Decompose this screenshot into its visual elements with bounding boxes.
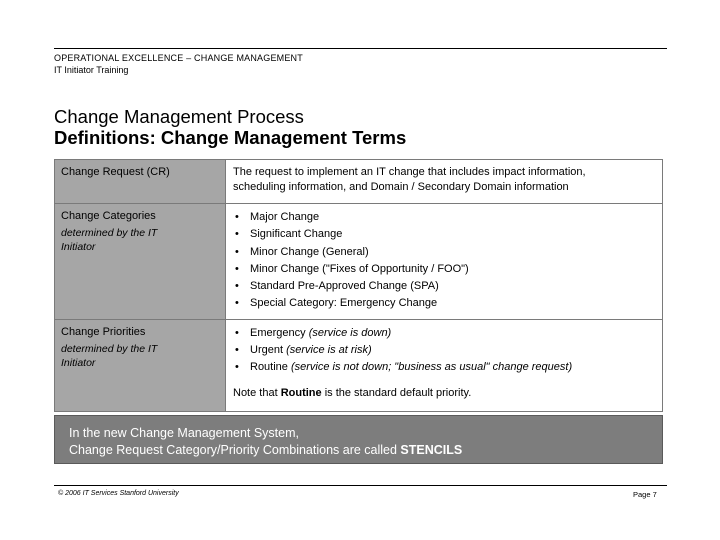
term-note <box>61 226 219 254</box>
term-cell <box>55 160 226 204</box>
term-note-line: Initiator <box>61 241 96 253</box>
note-text-after: is the standard default priority. <box>321 386 472 399</box>
term-note-line: determined by the IT <box>61 342 158 355</box>
bullet-icon: • <box>235 280 239 293</box>
priority-detail: (service is at risk) <box>286 344 372 357</box>
page-title: Change Management Process <box>54 106 304 127</box>
bullet-icon: • <box>235 245 239 258</box>
note-text-before: Note that <box>233 386 281 399</box>
definitions-table <box>54 159 663 412</box>
list-item <box>233 244 656 261</box>
bullet-icon: • <box>235 344 239 357</box>
description-line: The request to implement an IT change that includes impact information, <box>233 166 586 178</box>
bullet-icon: • <box>235 228 239 241</box>
priority-label: Urgent <box>250 344 287 357</box>
priority-label: Routine <box>250 361 291 374</box>
priority-list <box>233 325 656 377</box>
note-text-bold: Routine <box>280 386 322 399</box>
footer-rule <box>54 485 667 486</box>
term-note <box>61 342 219 370</box>
list-item <box>233 261 656 278</box>
term-note-line: determined by the IT <box>61 227 158 239</box>
category-label: Major Change <box>250 211 320 223</box>
category-label: Standard Pre-Approved Change (SPA) <box>250 280 439 293</box>
callout-text <box>69 425 462 459</box>
category-label: Special Category: Emergency Change <box>250 297 438 310</box>
callout-keyword: STENCILS <box>400 443 463 457</box>
list-item <box>233 278 656 295</box>
header-course-title: IT Initiator Training <box>54 65 129 75</box>
list-item <box>233 342 656 359</box>
header-top-rule <box>54 48 667 49</box>
page-subtitle: Definitions: Change Management Terms <box>54 127 407 148</box>
table-row-change-priorities <box>55 319 663 411</box>
list-item <box>233 226 656 243</box>
term-cell <box>55 319 226 411</box>
footer-copyright: © 2006 IT Services Stanford University <box>58 490 179 497</box>
term-cell <box>55 204 226 320</box>
term-note-line: Initiator <box>61 356 96 369</box>
callout-line-text: Change Request Category/Priority Combinations are called <box>69 443 401 457</box>
description-line: scheduling information, and Domain / Secondary Domain information <box>233 181 569 193</box>
callout-line: In the new Change Management System, <box>69 426 299 440</box>
priority-label: Emergency <box>250 326 309 339</box>
stencils-callout-box <box>54 415 663 464</box>
bullet-icon: • <box>235 361 239 374</box>
bullet-icon: • <box>235 297 239 310</box>
bullet-icon: • <box>235 211 239 223</box>
description-cell <box>226 160 663 204</box>
term-label: Change Priorities <box>61 325 146 338</box>
category-list <box>233 209 656 313</box>
page-number: Page 7 <box>633 490 657 499</box>
list-item <box>233 209 656 226</box>
list-item <box>233 359 656 376</box>
priority-detail: (service is down) <box>308 326 392 339</box>
list-item <box>233 295 656 312</box>
category-label: Minor Change ("Fixes of Opportunity / FOO") <box>250 262 469 275</box>
description-cell <box>226 319 663 411</box>
category-label: Significant Change <box>250 228 343 241</box>
term-label: Change Categories <box>61 210 156 222</box>
table-row-change-request <box>55 160 663 204</box>
callout-line <box>69 442 462 459</box>
term-label: Change Request (CR) <box>61 166 170 178</box>
bullet-icon: • <box>235 262 239 275</box>
description-cell <box>226 204 663 320</box>
table-row-change-categories <box>55 204 663 320</box>
bullet-icon: • <box>235 326 239 339</box>
header-program-title: OPERATIONAL EXCELLENCE – CHANGE MANAGEMENT <box>54 53 303 63</box>
list-item <box>233 325 656 342</box>
priority-default-note <box>233 386 656 400</box>
priority-detail: (service is not down; "business as usual" change request) <box>290 361 573 374</box>
category-label: Minor Change (General) <box>250 245 369 258</box>
